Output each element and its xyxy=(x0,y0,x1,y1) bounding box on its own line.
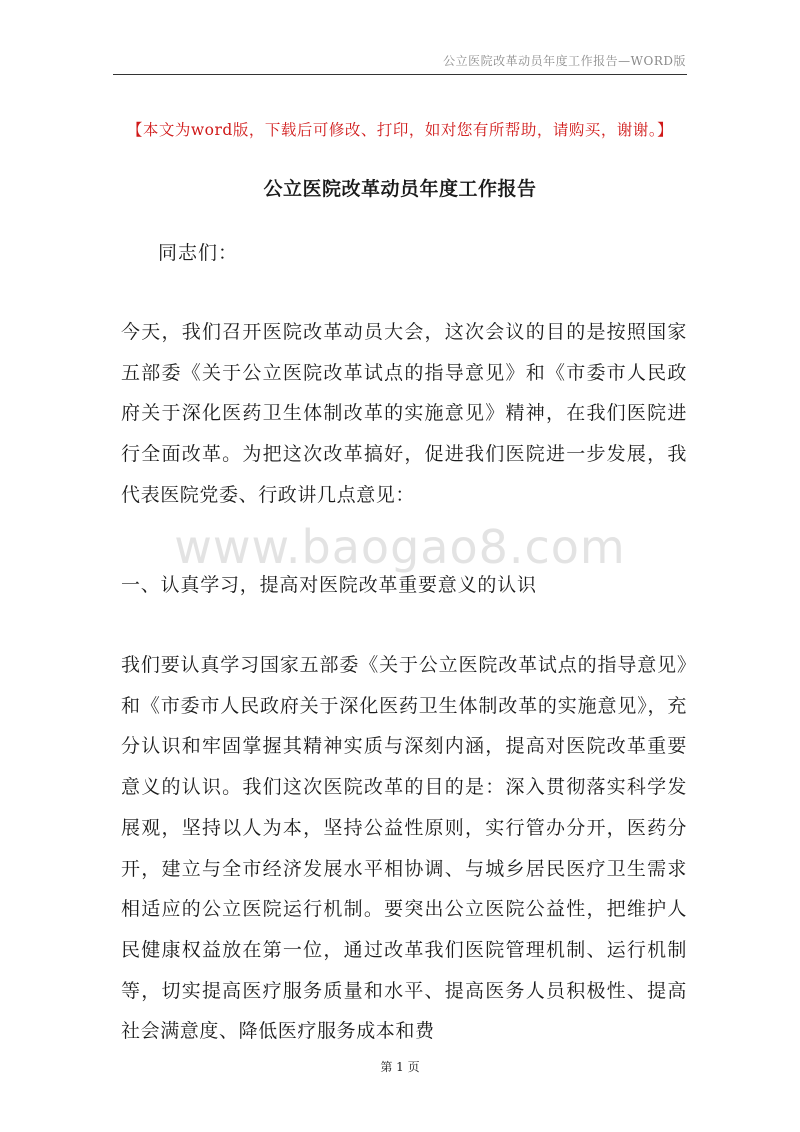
section-paragraph: 我们要认真学习国家五部委《关于公立医院改革试点的指导意见》和《市委市人民政府关于深化医药卫生体制改革的实施意见》，充分认识和牢固掌握其精神实质与深刻内涵，提高对医院改革重要意义的认识。我们这次医院改革的目的是：深入贯彻落实科学发展观，坚持以人为本，坚持公益性原则，实行管办分开，医药分开，建立与全市经济发展水平相协调、与城乡居民医疗卫生需求相适应的公立医院运行机制。要突出公立医院公益性，把维护人民健康权益放在第一位，通过改革我们医院管理机制、运行机制等，切实提高医疗服务质量和水平、提高医务人员积极性、提高社会满意度、降低医疗服务成本和费 xyxy=(121,654,687,1043)
header-divider xyxy=(113,74,687,75)
watermark: www.baogao8.com xyxy=(174,520,626,574)
download-notice: 【本文为word版，下载后可修改、打印，如对您有所帮助，请购买，谢谢。】 xyxy=(126,121,674,139)
page-number: 第 1 页 xyxy=(380,1060,420,1074)
section-heading: 一、认真学习，提高对医院改革重要意义的认识 xyxy=(121,574,537,596)
running-header: 公立医院改革动员年度工作报告—WORD版 xyxy=(443,54,686,68)
intro-paragraph: 今天，我们召开医院改革动员大会，这次会议的目的是按照国家五部委《关于公立医院改革试点的指导意见》和《市委市人民政府关于深化医药卫生体制改革的实施意见》精神，在我们医院进行全面改革。为把这次改革搞好，促进我们医院进一步发展，我代表医院党委、行政讲几点意见： xyxy=(121,321,687,506)
document-title: 公立医院改革动员年度工作报告 xyxy=(263,178,537,200)
greeting: 同志们： xyxy=(158,242,239,264)
